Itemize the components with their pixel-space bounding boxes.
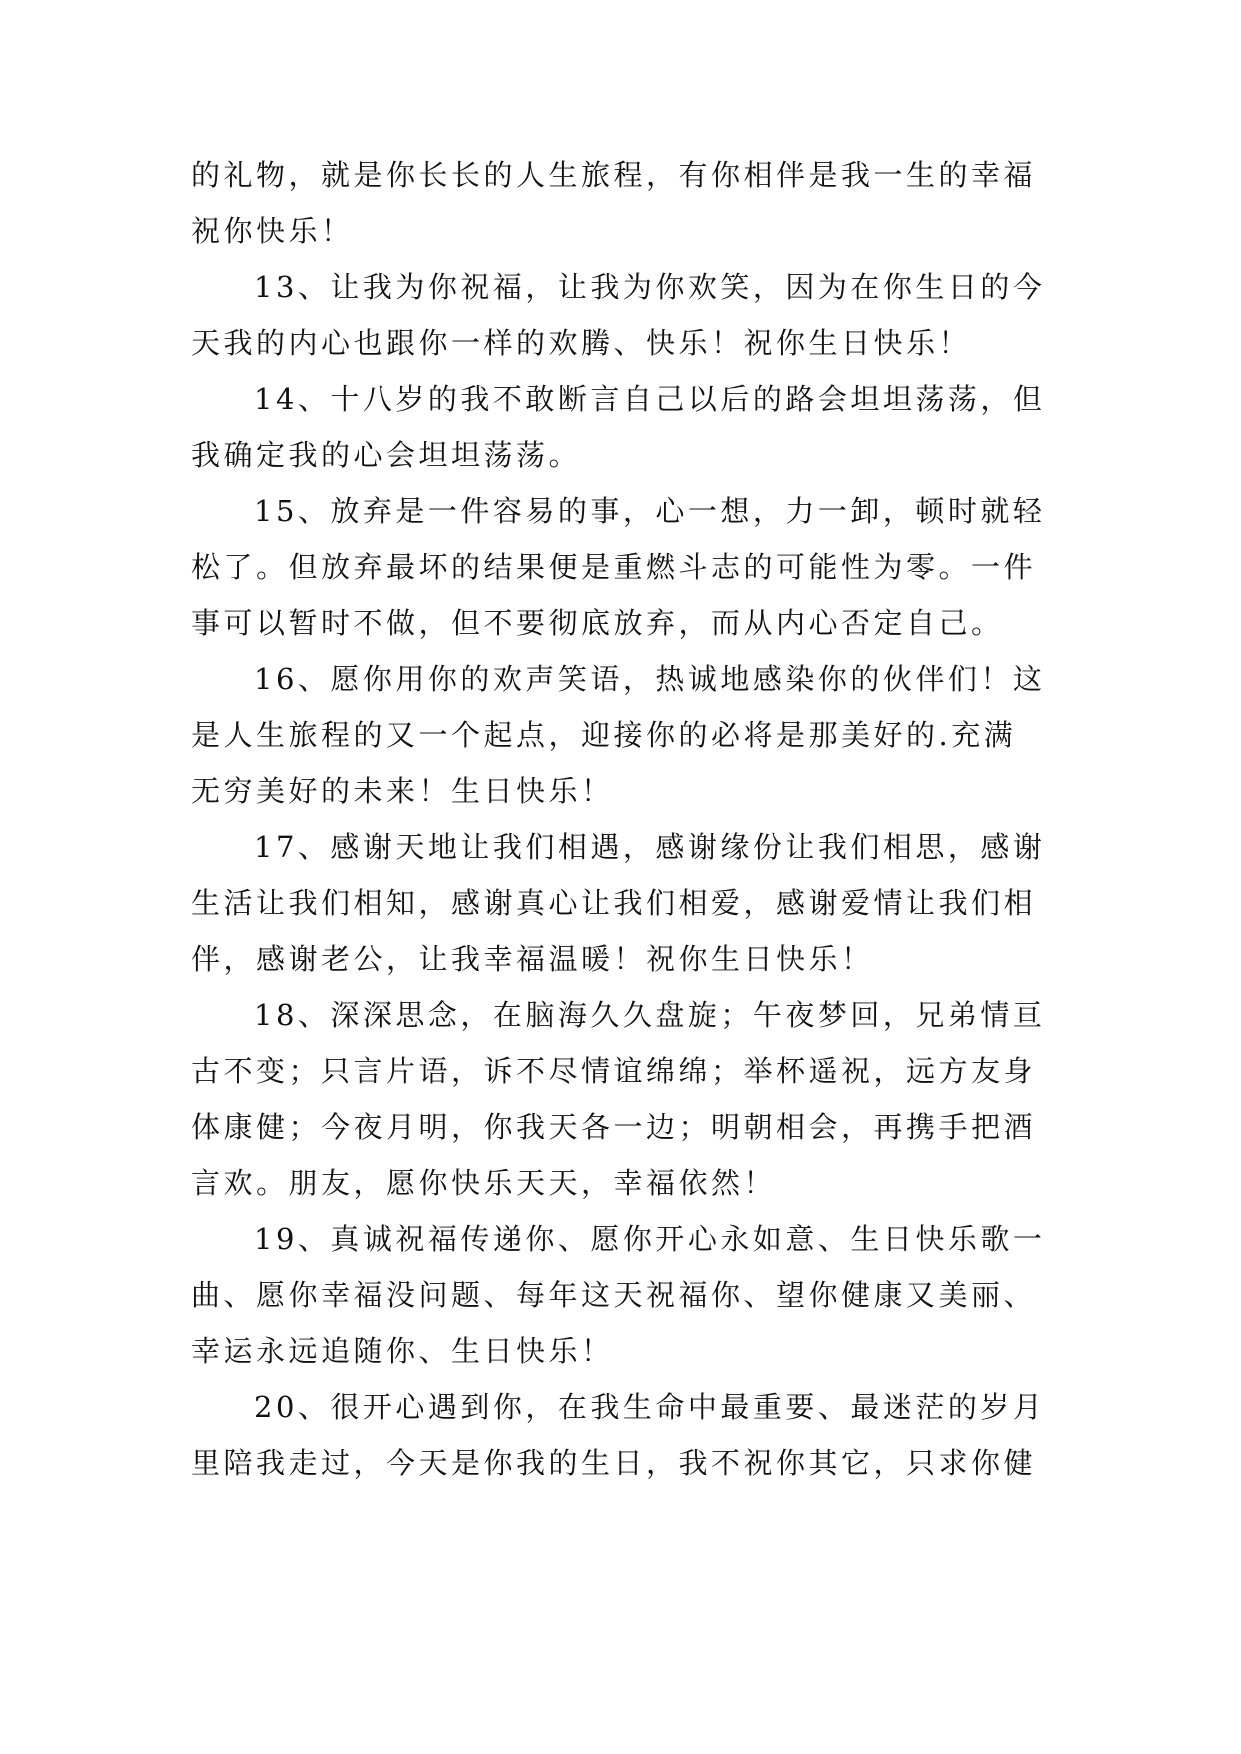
paragraph-start-13: 13、让我为你祝福，让我为你欢笑，因为在你生日的今 bbox=[254, 270, 1046, 304]
text-line: 言欢。朋友，愿你快乐天天，幸福依然！ bbox=[191, 1166, 777, 1200]
paragraph-start-15: 15、放弃是一件容易的事，心一想，力一卸，顿时就轻 bbox=[254, 494, 1046, 528]
text-line: 里陪我走过，今天是你我的生日，我不祝你其它，只求你健 bbox=[191, 1446, 1037, 1480]
text-line: 祝你快乐！ bbox=[191, 214, 354, 248]
text-line: 古不变；只言片语，诉不尽情谊绵绵；举杯遥祝，远方友身 bbox=[191, 1054, 1037, 1088]
paragraph-start-20: 20、很开心遇到你，在我生命中最重要、最迷茫的岁月 bbox=[254, 1390, 1046, 1424]
paragraph-start-14: 14、十八岁的我不敢断言自己以后的路会坦坦荡荡，但 bbox=[254, 382, 1046, 416]
paragraph-start-18: 18、深深思念，在脑海久久盘旋；午夜梦回，兄弟情亘 bbox=[254, 998, 1046, 1032]
text-line: 我确定我的心会坦坦荡荡。 bbox=[191, 438, 582, 472]
text-line: 生活让我们相知，感谢真心让我们相爱，感谢爱情让我们相 bbox=[191, 886, 1037, 920]
text-line: 的礼物，就是你长长的人生旅程，有你相伴是我一生的幸福 bbox=[191, 158, 1037, 192]
text-line: 幸运永远追随你、生日快乐！ bbox=[191, 1334, 614, 1368]
text-line: 伴，感谢老公，让我幸福温暖！祝你生日快乐！ bbox=[191, 942, 874, 976]
text-line: 天我的内心也跟你一样的欢腾、快乐！祝你生日快乐！ bbox=[191, 326, 972, 360]
text-line: 事可以暂时不做，但不要彻底放弃，而从内心否定自己。 bbox=[191, 606, 1004, 640]
text-line: 体康健；今夜月明，你我天各一边；明朝相会，再携手把酒 bbox=[191, 1110, 1037, 1144]
text-line: 曲、愿你幸福没问题、每年这天祝福你、望你健康又美丽、 bbox=[191, 1278, 1037, 1312]
text-line: 无穷美好的未来！生日快乐！ bbox=[191, 774, 614, 808]
text-line: 松了。但放弃最坏的结果便是重燃斗志的可能性为零。一件 bbox=[191, 550, 1037, 584]
text-line: 是人生旅程的又一个起点，迎接你的必将是那美好的.充满 bbox=[191, 718, 1017, 752]
paragraph-start-17: 17、感谢天地让我们相遇，感谢缘份让我们相思，感谢 bbox=[254, 830, 1046, 864]
paragraph-start-16: 16、愿你用你的欢声笑语，热诚地感染你的伙伴们！这 bbox=[254, 662, 1046, 696]
paragraph-start-19: 19、真诚祝福传递你、愿你开心永如意、生日快乐歌一 bbox=[254, 1222, 1046, 1256]
